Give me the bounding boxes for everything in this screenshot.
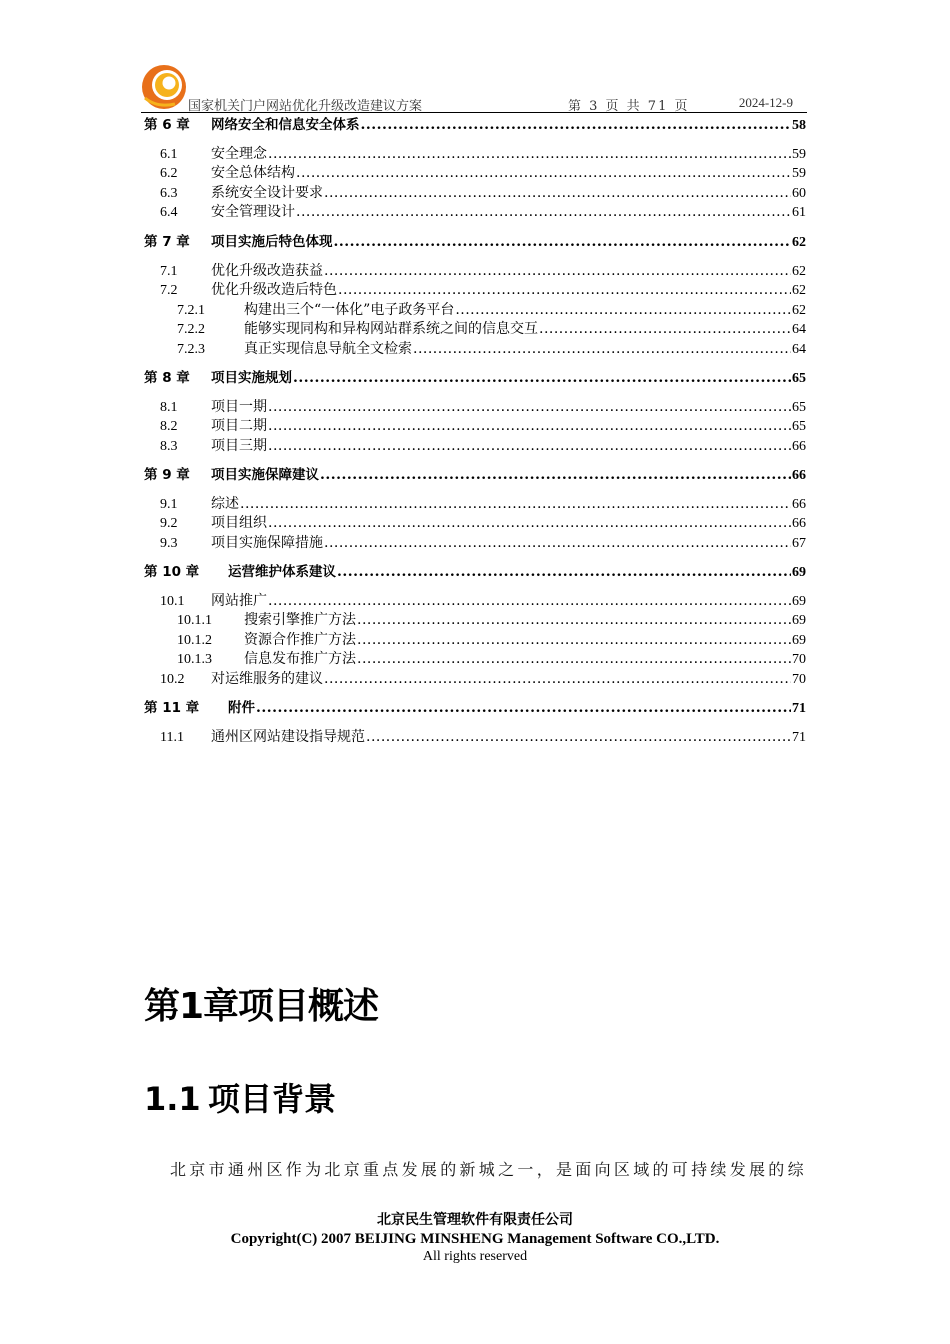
toc-entry-title: 安全管理设计 <box>211 204 295 220</box>
toc-entry-title: 网络安全和信息安全体系 <box>211 117 360 133</box>
toc-entry[interactable] <box>144 466 806 485</box>
toc-entry[interactable] <box>144 301 806 320</box>
toc-entry-title: 安全总体结构 <box>211 165 295 181</box>
toc-entry-number: 7.2.2 <box>177 322 205 337</box>
section-title: 项目背景 <box>208 1080 337 1118</box>
section-heading <box>144 1074 336 1120</box>
toc-entry-title: 通州区网站建设指导规范 <box>211 729 365 745</box>
toc-entry-page: 66 <box>792 468 806 483</box>
toc-leader-dots <box>324 262 791 281</box>
toc-entry-title: 项目二期 <box>211 418 267 434</box>
toc-leader-dots <box>240 495 791 514</box>
toc-leader-dots <box>320 466 791 485</box>
toc-entry-page: 66 <box>792 516 806 531</box>
toc-entry-title: 项目实施后特色体现 <box>211 234 333 250</box>
toc-entry-title: 优化升级改造获益 <box>211 263 323 279</box>
toc-entry[interactable] <box>144 699 806 718</box>
toc-leader-dots <box>293 369 791 388</box>
toc-entry-page: 65 <box>792 419 806 434</box>
toc-entry[interactable] <box>144 398 806 417</box>
toc-leader-dots <box>366 728 791 747</box>
toc-entry[interactable] <box>144 437 806 456</box>
toc-leader-dots <box>268 145 791 164</box>
toc-entry-page: 60 <box>792 186 806 201</box>
toc-leader-dots <box>455 301 791 320</box>
toc-entry-title: 项目一期 <box>211 399 267 415</box>
toc-entry-number: 11.1 <box>160 730 184 745</box>
toc-leader-dots <box>324 184 791 203</box>
toc-entry-title: 构建出三个“一体化”电子政务平台 <box>244 302 455 318</box>
toc-entry-title: 系统安全设计要求 <box>211 185 323 201</box>
toc-entry-page: 69 <box>792 633 806 648</box>
toc-entry[interactable] <box>144 116 806 135</box>
toc-leader-dots <box>268 592 791 611</box>
toc-entry-number: 第 7 章 <box>144 234 190 250</box>
toc-leader-dots <box>296 164 791 183</box>
toc-entry-number: 10.1.1 <box>177 613 212 628</box>
toc-entry[interactable] <box>144 534 806 553</box>
body-paragraph: 北京市通州区作为北京重点发展的新城之一，是面向区域的可持续发展的综 <box>170 1160 807 1179</box>
toc-entry[interactable] <box>144 145 806 164</box>
toc-leader-dots <box>539 320 791 339</box>
toc-entry-title: 信息发布推广方法 <box>244 651 356 667</box>
toc-entry-title: 项目实施规划 <box>211 370 292 386</box>
toc-entry-page: 69 <box>792 613 806 628</box>
toc-entry[interactable] <box>144 495 806 514</box>
page-header <box>141 64 807 113</box>
toc-leader-dots <box>337 563 791 582</box>
toc-entry-title: 真正实现信息导航全文检索 <box>244 341 412 357</box>
toc-entry-page: 69 <box>792 594 806 609</box>
toc-leader-dots <box>357 650 791 669</box>
toc-leader-dots <box>324 670 791 689</box>
toc-entry-number: 6.3 <box>160 186 178 201</box>
toc-leader-dots <box>413 340 791 359</box>
toc-entry[interactable] <box>144 369 806 388</box>
toc-entry-page: 64 <box>792 322 806 337</box>
header-date: 2024-12-9 <box>738 95 793 110</box>
toc-entry[interactable] <box>144 670 806 689</box>
toc-entry[interactable] <box>144 203 806 222</box>
toc-entry-page: 62 <box>792 283 806 298</box>
toc-entry[interactable] <box>144 611 806 630</box>
toc-entry-page: 69 <box>792 565 806 580</box>
toc-leader-dots <box>357 611 791 630</box>
toc-entry[interactable] <box>144 233 806 252</box>
chapter-heading: 第1章项目概述 <box>144 986 379 1027</box>
toc-entry-page: 70 <box>792 652 806 667</box>
toc-entry[interactable] <box>144 262 806 281</box>
toc-entry-number: 10.1 <box>160 594 185 609</box>
toc-entry-number: 7.2.1 <box>177 303 205 318</box>
toc-entry-page: 67 <box>792 536 806 551</box>
toc-entry-title: 项目实施保障措施 <box>211 535 323 551</box>
toc-entry[interactable] <box>144 631 806 650</box>
toc-leader-dots <box>268 514 791 533</box>
toc-entry-number: 第 8 章 <box>144 370 190 386</box>
toc-entry-title: 综述 <box>211 496 239 512</box>
header-page-info: 第 3 页 共 71 页 <box>568 99 690 114</box>
toc-entry[interactable] <box>144 340 806 359</box>
footer-copyright: Copyright(C) 2007 BEIJING MINSHENG Management Software CO.,LTD. <box>230 1231 720 1247</box>
toc-entry[interactable] <box>144 563 806 582</box>
toc-leader-dots <box>296 203 791 222</box>
page-footer <box>0 1210 950 1266</box>
toc-entry-page: 62 <box>792 303 806 318</box>
toc-entry-number: 9.3 <box>160 536 178 551</box>
toc-entry-title: 项目组织 <box>211 515 267 531</box>
toc-entry-number: 7.2 <box>160 283 178 298</box>
toc-leader-dots <box>334 233 792 252</box>
toc-entry-page: 59 <box>792 166 806 181</box>
toc-entry-title: 资源合作推广方法 <box>244 632 356 648</box>
toc-entry-number: 第 9 章 <box>144 467 190 483</box>
toc-entry[interactable] <box>144 592 806 611</box>
toc-entry-title: 项目实施保障建议 <box>211 467 319 483</box>
toc-entry-number: 第 11 章 <box>144 700 200 716</box>
toc-entry-page: 59 <box>792 147 806 162</box>
toc-entry-title: 优化升级改造后特色 <box>211 282 337 298</box>
toc-entry-number: 9.1 <box>160 497 178 512</box>
toc-entry-number: 8.1 <box>160 400 178 415</box>
toc-entry[interactable] <box>144 417 806 436</box>
toc-leader-dots <box>268 437 791 456</box>
toc-entry-page: 65 <box>792 371 806 386</box>
toc-entry-number: 10.1.3 <box>177 652 212 667</box>
toc-entry-number: 10.1.2 <box>177 633 212 648</box>
toc-entry[interactable] <box>144 281 806 300</box>
toc-entry-page: 71 <box>792 730 806 745</box>
toc-entry[interactable] <box>144 164 806 183</box>
toc-leader-dots <box>324 534 791 553</box>
toc-entry-page: 71 <box>792 701 806 716</box>
footer-company: 北京民生管理软件有限责任公司 <box>377 1212 573 1228</box>
toc-entry-page: 66 <box>792 497 806 512</box>
toc-entry[interactable] <box>144 320 806 339</box>
toc-entry-number: 第 6 章 <box>144 117 190 133</box>
toc-entry-page: 58 <box>792 118 806 133</box>
toc-entry-number: 6.4 <box>160 205 178 220</box>
toc-entry-number: 8.2 <box>160 419 178 434</box>
toc-leader-dots <box>268 417 791 436</box>
toc-entry-title: 对运维服务的建议 <box>211 671 323 687</box>
toc-entry-title: 网站推广 <box>211 593 267 609</box>
toc-entry-title: 运营维护体系建议 <box>228 564 336 580</box>
toc-entry-number: 6.1 <box>160 147 178 162</box>
toc-entry-page: 65 <box>792 400 806 415</box>
toc-entry-page: 70 <box>792 672 806 687</box>
toc-entry-number: 8.3 <box>160 439 178 454</box>
toc-entry-page: 66 <box>792 439 806 454</box>
toc-entry[interactable] <box>144 184 806 203</box>
toc-entry-number: 7.1 <box>160 264 178 279</box>
toc-entry-page: 62 <box>792 235 806 250</box>
toc-entry-page: 61 <box>792 205 806 220</box>
toc-entry-number: 6.2 <box>160 166 178 181</box>
toc-entry-title: 安全理念 <box>211 146 267 162</box>
header-title: 国家机关门户网站优化升级改造建议方案 <box>188 99 423 114</box>
toc-entry[interactable] <box>144 728 806 747</box>
toc-leader-dots <box>361 116 792 135</box>
toc-entry-page: 64 <box>792 342 806 357</box>
toc-entry-number: 9.2 <box>160 516 178 531</box>
toc-entry-number: 10.2 <box>160 672 185 687</box>
toc-entry-page: 62 <box>792 264 806 279</box>
toc-entry-number: 7.2.3 <box>177 342 205 357</box>
toc-entry-title: 搜索引擎推广方法 <box>244 612 356 628</box>
toc-entry-title: 项目三期 <box>211 438 267 454</box>
toc-entry-number: 第 10 章 <box>144 564 200 580</box>
toc-entry-title: 附件 <box>228 700 255 716</box>
company-logo <box>141 64 187 110</box>
section-number: 1.1 <box>144 1080 201 1118</box>
toc-entry[interactable] <box>144 650 806 669</box>
toc-leader-dots <box>338 281 791 300</box>
toc-leader-dots <box>256 699 791 718</box>
toc-leader-dots <box>268 398 791 417</box>
toc-leader-dots <box>357 631 791 650</box>
toc-entry-title: 能够实现同构和异构网站群系统之间的信息交互 <box>244 321 538 337</box>
footer-rights: All rights reserved <box>422 1249 528 1264</box>
toc-entry[interactable] <box>144 514 806 533</box>
